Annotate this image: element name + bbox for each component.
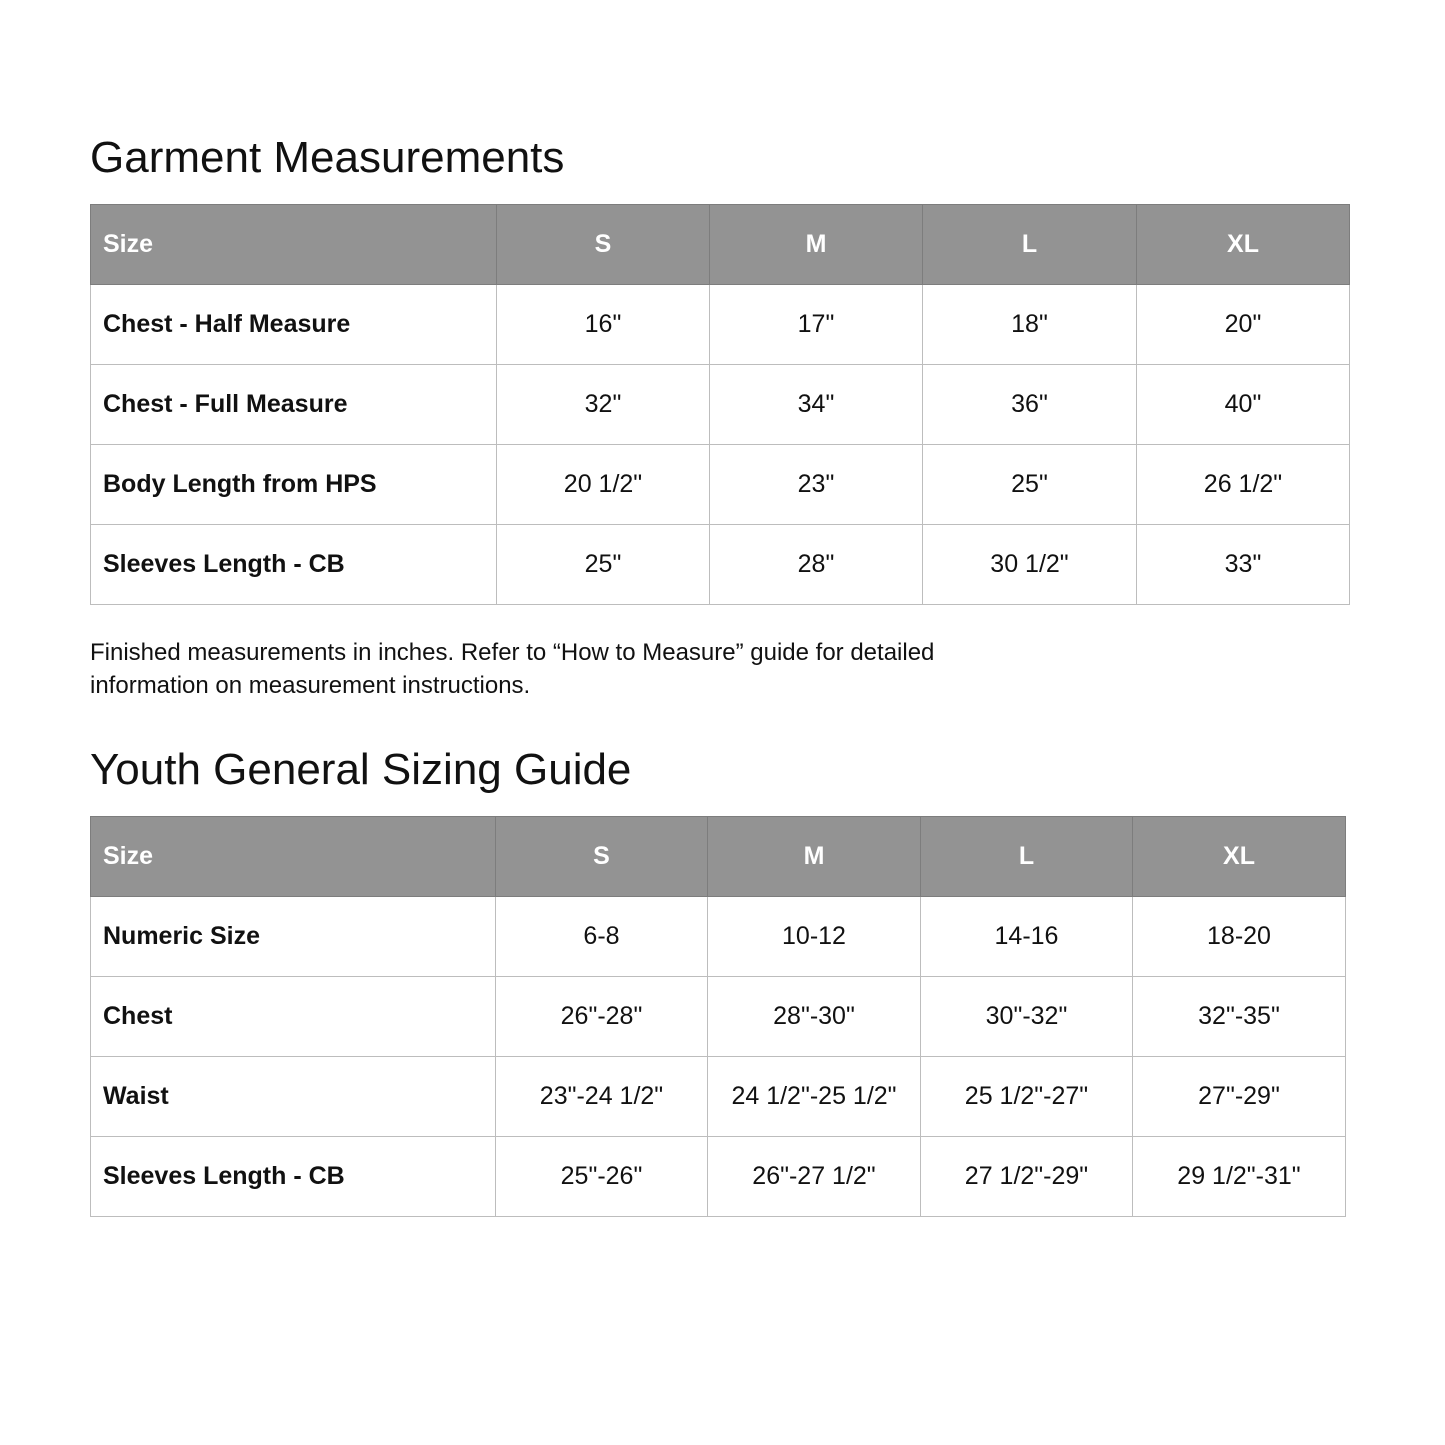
table-cell: 32"-35" xyxy=(1133,977,1346,1057)
table-cell: 25" xyxy=(923,445,1137,525)
table-row xyxy=(91,1057,1346,1137)
table-cell: 18" xyxy=(923,285,1137,365)
table-cell: 27 1/2"-29" xyxy=(921,1137,1133,1217)
table-row xyxy=(91,977,1346,1057)
table-cell: 18-20 xyxy=(1133,897,1346,977)
row-label: Body Length from HPS xyxy=(91,445,497,525)
column-header-l: L xyxy=(923,205,1137,285)
footnote-line-2: information on measurement instructions. xyxy=(90,672,531,699)
column-header-m: M xyxy=(710,205,923,285)
table-cell: 26"-27 1/2" xyxy=(708,1137,921,1217)
measurement-footnote xyxy=(90,636,1090,702)
table-row xyxy=(91,445,1350,525)
row-label: Chest - Full Measure xyxy=(91,365,497,445)
table-cell: 20 1/2" xyxy=(497,445,710,525)
table-cell: 36" xyxy=(923,365,1137,445)
table-cell: 40" xyxy=(1137,365,1350,445)
row-label: Sleeves Length - CB xyxy=(91,525,497,605)
table-cell: 33" xyxy=(1137,525,1350,605)
youth-sizing-guide-title: Youth General Sizing Guide xyxy=(90,745,632,794)
table-cell: 6-8 xyxy=(496,897,708,977)
table-row xyxy=(91,285,1350,365)
table-cell: 17" xyxy=(710,285,923,365)
table-cell: 16" xyxy=(497,285,710,365)
row-label: Chest - Half Measure xyxy=(91,285,497,365)
table-cell: 26 1/2" xyxy=(1137,445,1350,525)
garment-measurements-table xyxy=(90,204,1350,605)
table-header-row xyxy=(91,817,1346,897)
column-header-l: L xyxy=(921,817,1133,897)
table-cell: 20" xyxy=(1137,285,1350,365)
column-header-s: S xyxy=(497,205,710,285)
table-cell: 10-12 xyxy=(708,897,921,977)
table-row xyxy=(91,365,1350,445)
table-row xyxy=(91,897,1346,977)
row-label: Numeric Size xyxy=(91,897,496,977)
table-cell: 34" xyxy=(710,365,923,445)
table-cell: 23" xyxy=(710,445,923,525)
table-cell: 25" xyxy=(497,525,710,605)
table-cell: 26"-28" xyxy=(496,977,708,1057)
table-cell: 28" xyxy=(710,525,923,605)
table-cell: 32" xyxy=(497,365,710,445)
youth-sizing-table xyxy=(90,816,1346,1217)
garment-measurements-title: Garment Measurements xyxy=(90,133,565,182)
column-header-xl: XL xyxy=(1137,205,1350,285)
footnote-line-1: Finished measurements in inches. Refer to “How to Measure” guide for detailed xyxy=(90,639,935,666)
table-cell: 14-16 xyxy=(921,897,1133,977)
row-label: Chest xyxy=(91,977,496,1057)
column-header-m: M xyxy=(708,817,921,897)
column-header-size: Size xyxy=(91,205,497,285)
table-row xyxy=(91,525,1350,605)
row-label: Waist xyxy=(91,1057,496,1137)
table-cell: 25"-26" xyxy=(496,1137,708,1217)
table-cell: 23"-24 1/2" xyxy=(496,1057,708,1137)
row-label: Sleeves Length - CB xyxy=(91,1137,496,1217)
table-cell: 28"-30" xyxy=(708,977,921,1057)
column-header-size: Size xyxy=(91,817,496,897)
column-header-xl: XL xyxy=(1133,817,1346,897)
column-header-s: S xyxy=(496,817,708,897)
table-cell: 30"-32" xyxy=(921,977,1133,1057)
table-cell: 25 1/2"-27" xyxy=(921,1057,1133,1137)
table-cell: 27"-29" xyxy=(1133,1057,1346,1137)
table-row xyxy=(91,1137,1346,1217)
table-cell: 29 1/2"-31" xyxy=(1133,1137,1346,1217)
table-cell: 30 1/2" xyxy=(923,525,1137,605)
table-cell: 24 1/2"-25 1/2" xyxy=(708,1057,921,1137)
table-header-row xyxy=(91,205,1350,285)
